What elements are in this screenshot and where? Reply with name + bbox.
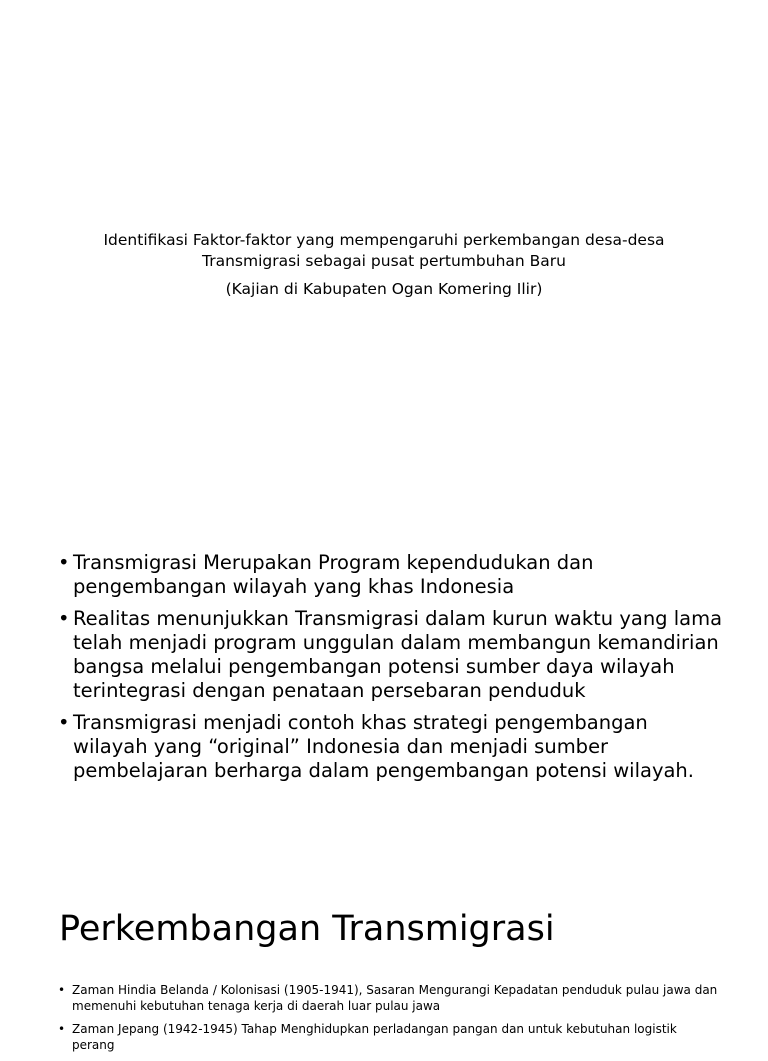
bullet-item bbox=[58, 711, 728, 783]
history-bullet-list bbox=[58, 983, 718, 1061]
bullet-item bbox=[58, 1022, 718, 1053]
bullet-item bbox=[58, 983, 718, 1014]
section-title: Perkembangan Transmigrasi bbox=[59, 909, 555, 949]
bullet-text: Realitas menunjukkan Transmigrasi dalam kurun waktu yang lama telah menjadi program unggulan dalam membangun kemandirian bangsa melalui pengembangan potensi sumber daya wilayah terintegrasi dengan penataan persebaran penduduk bbox=[73, 607, 723, 702]
title-line-1: Identifikasi Faktor-faktor yang mempengaruhi perkembangan desa-desa bbox=[103, 231, 665, 249]
title-block bbox=[0, 230, 768, 300]
bullet-dot-icon: • bbox=[58, 983, 66, 997]
bullet-text: Transmigrasi Merupakan Program kependudukan dan pengembangan wilayah yang khas Indonesia bbox=[73, 551, 594, 598]
bullet-item bbox=[58, 551, 728, 599]
bullet-dot-icon: • bbox=[58, 1022, 66, 1036]
bullet-dot-icon: • bbox=[58, 607, 70, 630]
bullet-text: Transmigrasi menjadi contoh khas strategi pengembangan wilayah yang “original” Indonesia dan menjadi sumber pembelajaran berharga dalam pengembangan potensi wilayah. bbox=[73, 711, 694, 782]
bullet-text: Zaman Hindia Belanda / Kolonisasi (1905-1941), Sasaran Mengurangi Kepadatan penduduk pulau jawa dan memenuhi kebutuhan tenaga kerja di daerah luar pulau jawa bbox=[72, 983, 718, 1013]
intro-slide bbox=[0, 515, 768, 870]
bullet-text: Zaman Jepang (1942-1945) Tahap Menghidupkan perladangan pangan dan untuk kebutuhan logistik perang bbox=[72, 1022, 677, 1052]
intro-bullet-list bbox=[58, 551, 728, 791]
bullet-item bbox=[58, 607, 728, 703]
subtitle: (Kajian di Kabupaten Ogan Komering Ilir) bbox=[225, 280, 543, 298]
title-slide bbox=[0, 0, 768, 515]
bullet-dot-icon: • bbox=[58, 551, 70, 574]
bullet-dot-icon: • bbox=[58, 711, 70, 734]
history-slide bbox=[0, 870, 768, 1052]
title-line-2: Transmigrasi sebagai pusat pertumbuhan Baru bbox=[202, 252, 566, 270]
